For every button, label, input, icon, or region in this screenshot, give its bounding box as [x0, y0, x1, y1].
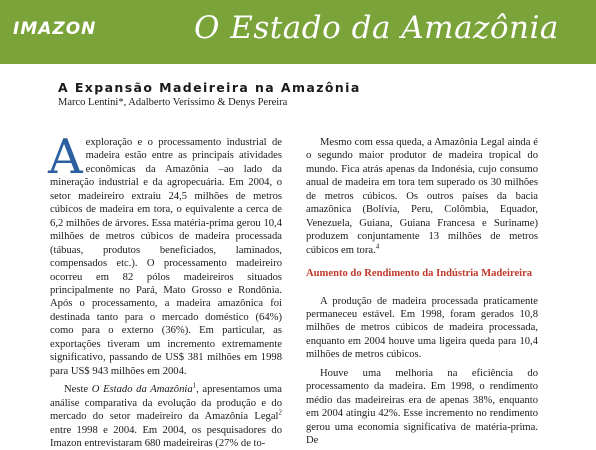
section-subheading: Aumento do Rendimento da Indústria Madeireira — [306, 268, 533, 280]
right-column — [306, 136, 538, 448]
publication-title: O Estado da Amazônia — [194, 10, 559, 46]
article-headline: A Expansão Madeireira na Amazônia — [58, 80, 361, 95]
intro-text: exploração e o processamento industrial de madeira estão entre as principais atividades econômicas da Amazônia –ao lado da mineração industrial e da agropecuária. Em 2004, o setor madeireiro extraiu 24,5 milhões de metros cúbicos de madeira em tora, o equivalente a cerca de 6,2 milhões de árvores. Essa matéria-prima gerou 10,4 milhões de metros cúbicos de madeira processada (tábuas, produtos beneficiados, laminados, compensados etc.). O processamento madeireiro ocorreu em 82 pólos madeireiros situados principalmente no Pará, Mato Grosso e Rondônia. Após o processamento, a madeira amazônica foi destinada tanto para o mercado doméstico (64%) como para o externo (36%). Em particular, as exportações tiveram um incremento extremamente significativo, passando de US$ 381 milhões em 1998 para US$ 943 milhões em 2004. — [50, 137, 282, 377]
footnote-ref: 4 — [375, 242, 380, 251]
paragraph: Houve uma melhoria na eficiência do processamento da madeira. Em 1998, o rendimento médio das madeireiras era de apenas 38%, enquanto em 2004 atingiu 42%. Esse incremento no rendimento gerou uma economia significativa de matéria-prima. De — [306, 367, 538, 447]
intro-paragraph — [48, 129, 282, 378]
article-authors: Marco Lentini*, Adalberto Veríssimo & Denys Pereira — [58, 97, 288, 108]
second-paragraph: Neste O Estado da Amazônia$^1$, apresentamos uma análise comparativa da evolução da produção e do mercado do setor madeireiro da Amazônia Legal$^2$ entre 1998 e 2004. Em 2004, os pesquisadores do Imazon entrevistaram 680 madeireiras (27% de to- — [50, 381, 282, 449]
imazon-logo: IMAZON — [13, 19, 97, 39]
paragraph: A produção de madeira processada praticamente permaneceu estável. Em 1998, foram gerados 10,8 milhões de metros cúbicos de madeira processada, enquanto em 2004 houve uma ligeira queda para 10,4 milhões de metros cúbicos. — [306, 295, 538, 361]
footnote-ref: 2 — [278, 408, 282, 417]
left-column — [48, 129, 282, 450]
publication-name: O Estado da Amazônia — [91, 384, 193, 396]
header-banner — [0, 0, 596, 64]
paragraph: Mesmo com essa queda, a Amazônia Legal ainda é o segundo maior produtor de madeira tropical do mundo. Fica atrás apenas da Indonésia, cujo consumo anual de madeira em tora tem superado os 30 milhões de metros cúbicos. Os outros países da bacia amazônica (Bolívia, Peru, Colômbia, Equador, Venezuela, Guiana, Guiana Francesa e Suriname) produzem conjuntamente 13 milhões de metros cúbicos em tora.$^4$ — [306, 137, 538, 256]
footnote-ref: 1 — [192, 381, 197, 390]
drop-cap: A — [48, 129, 83, 185]
